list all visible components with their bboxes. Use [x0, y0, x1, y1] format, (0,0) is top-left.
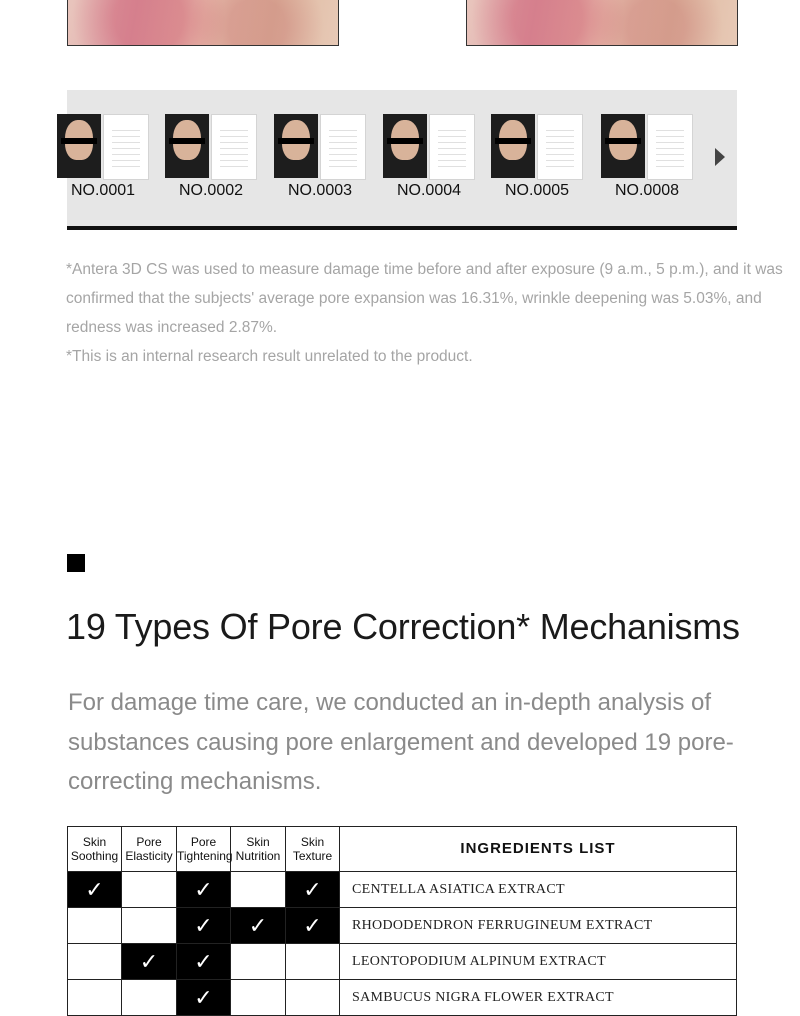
subject-thumbnail[interactable] [274, 112, 366, 212]
benefit-column-header: Pore Elasticity [122, 827, 177, 872]
benefit-column-header: Skin Nutrition [231, 827, 286, 872]
measurement-sheet-image [537, 114, 583, 180]
measurement-sheet-image [320, 114, 366, 180]
subject-face-photo [165, 114, 209, 178]
ingredients-table [67, 826, 737, 1016]
measurement-sheet-image [103, 114, 149, 180]
empty-cell [68, 908, 122, 944]
subject-face-photo [601, 114, 645, 178]
benefit-column-header: Skin Soothing [68, 827, 122, 872]
subject-face-photo [57, 114, 101, 178]
subject-thumbnail-carousel [67, 90, 737, 230]
section-title: 19 Types Of Pore Correction* Mechanisms [66, 606, 740, 647]
before-skin-photo [67, 0, 339, 46]
empty-cell [122, 872, 177, 908]
subject-thumbnail[interactable] [165, 112, 257, 212]
empty-cell [286, 980, 340, 1016]
empty-cell [68, 944, 122, 980]
subject-number-label: NO.0002 [178, 182, 244, 199]
empty-cell [231, 980, 286, 1016]
empty-cell [122, 908, 177, 944]
check-icon: ✓ [68, 872, 122, 908]
research-note-line: *Antera 3D CS was used to measure damage time before and after exposure (9 a.m., 5 p.m.), and it was confirmed that the subjects' average pore expansion was 16.31%, wrinkle deepening was 5.03%, and redness was increased 2.87%. [66, 261, 783, 336]
table-row [68, 980, 737, 1016]
empty-cell [231, 944, 286, 980]
measurement-sheet-image [211, 114, 257, 180]
subject-number-label: NO.0008 [614, 182, 680, 199]
subject-face-photo [491, 114, 535, 178]
table-row [68, 944, 737, 980]
empty-cell [68, 980, 122, 1016]
ingredient-name: LEONTOPODIUM ALPINUM EXTRACT [340, 944, 737, 980]
measurement-sheet-image [647, 114, 693, 180]
benefit-column-header: Skin Texture [286, 827, 340, 872]
subject-thumbnail[interactable] [57, 112, 149, 212]
empty-cell [286, 944, 340, 980]
table-row [68, 908, 737, 944]
subject-number-label: NO.0001 [70, 182, 136, 199]
ingredient-name: CENTELLA ASIATICA EXTRACT [340, 872, 737, 908]
check-icon: ✓ [286, 872, 340, 908]
section-lead-text: For damage time care, we conducted an in-depth analysis of substances causing pore enlargement and developed 19 pore-correcting mechanisms. [68, 689, 734, 795]
subject-thumbnail[interactable] [491, 112, 583, 212]
subject-number-label: NO.0005 [504, 182, 570, 199]
research-disclaimer: *This is an internal research result unrelated to the product. [66, 348, 473, 365]
ingredients-list-header: INGREDIENTS LIST [340, 827, 737, 872]
check-icon: ✓ [231, 908, 286, 944]
check-icon: ✓ [177, 944, 231, 980]
subject-face-photo [274, 114, 318, 178]
section-marker-square [67, 554, 85, 572]
ingredient-name: SAMBUCUS NIGRA FLOWER EXTRACT [340, 980, 737, 1016]
thumbnail-track [70, 112, 707, 212]
table-row [68, 872, 737, 908]
check-icon: ✓ [177, 872, 231, 908]
measurement-sheet-image [429, 114, 475, 180]
benefit-column-header: Pore Tightening [177, 827, 231, 872]
subject-thumbnail[interactable] [383, 112, 475, 212]
subject-number-label: NO.0003 [287, 182, 353, 199]
empty-cell [122, 980, 177, 1016]
subject-face-photo [383, 114, 427, 178]
check-icon: ✓ [177, 908, 231, 944]
table-header-row [68, 827, 737, 872]
subject-number-label: NO.0004 [396, 182, 462, 199]
check-icon: ✓ [177, 980, 231, 1016]
empty-cell [231, 872, 286, 908]
after-skin-photo [466, 0, 738, 46]
carousel-next-arrow-icon[interactable] [715, 148, 725, 166]
ingredient-name: RHODODENDRON FERRUGINEUM EXTRACT [340, 908, 737, 944]
check-icon: ✓ [122, 944, 177, 980]
subject-thumbnail[interactable] [601, 112, 693, 212]
check-icon: ✓ [286, 908, 340, 944]
research-note [66, 255, 786, 371]
